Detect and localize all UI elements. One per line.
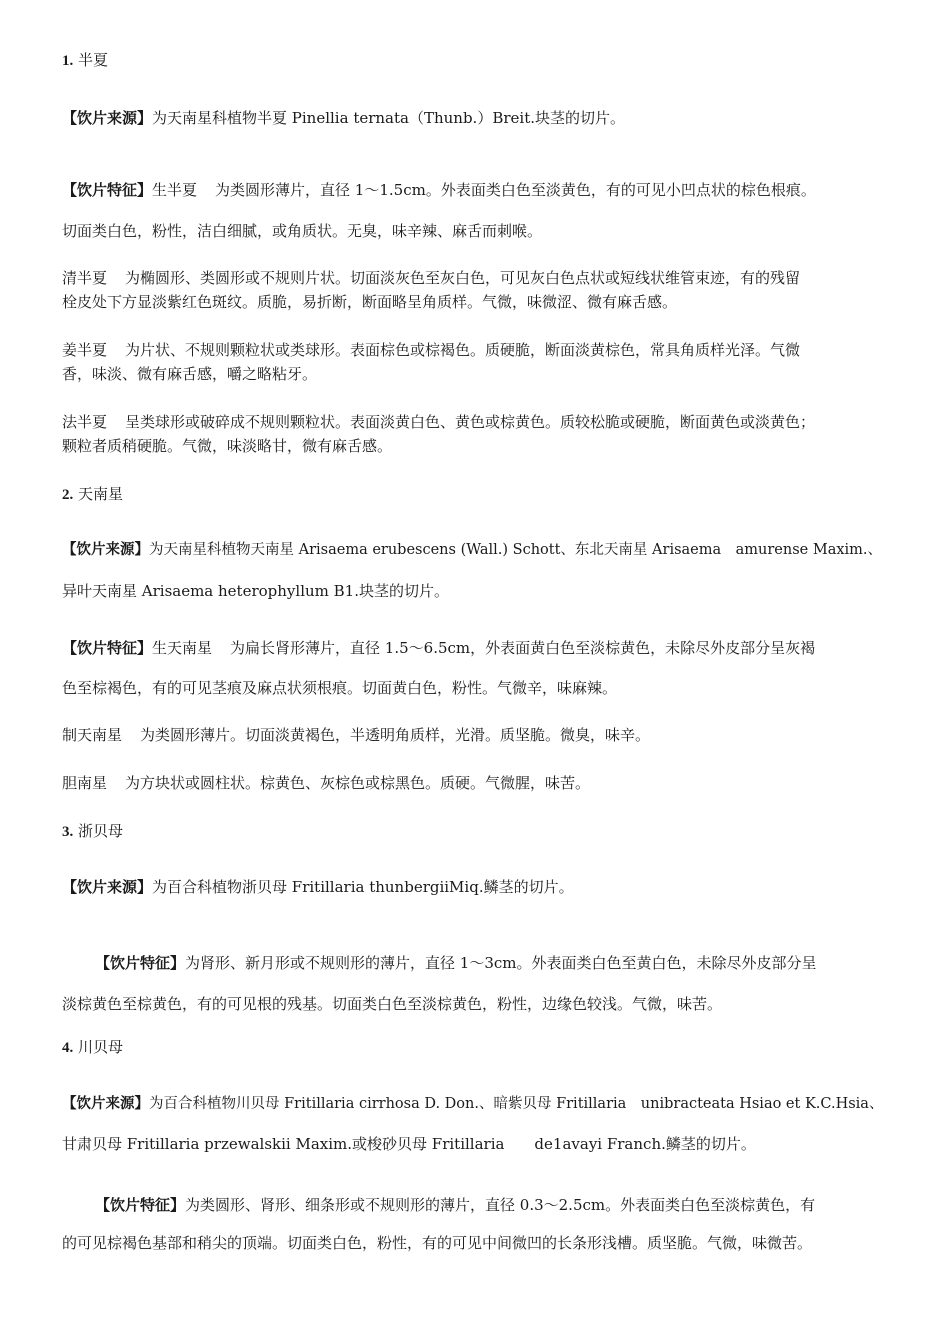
feature-paragraph: 【饮片特征】生天南星 为扁长肾形薄片，直径 1.5～6.5cm，外表面黄白色至淡棕黄色，未除尽外皮部分呈灰褐	[62, 639, 816, 657]
feature-paragraph-cont: 切面类白色，粉性，洁白细腻，或角质状。无臭，味辛辣、麻舌而刺喉。	[62, 222, 543, 240]
source-paragraph: 【饮片来源】为百合科植物浙贝母 Fritillaria thunbergiiMiq.鳞茎的切片。	[62, 878, 574, 896]
section-heading: 4. 川贝母	[62, 1038, 124, 1056]
feature-paragraph-cont: 的可见棕褐色基部和稍尖的顶端。切面类白色，粉性，有的可见中间微凹的长条形浅槽。质坚脆。气微，味微苦。	[62, 1234, 813, 1252]
feature-paragraph-cont: 色至棕褐色，有的可见茎痕及麻点状须根痕。切面黄白色，粉性。气微辛，味麻辣。	[62, 679, 618, 697]
section-heading: 1. 半夏	[62, 51, 109, 69]
variant-paragraph: 法半夏 呈类球形或破碎成不规则颗粒状。表面淡黄白色、黄色或棕黄色。质较松脆或硬脆，断面黄色或淡黄色；	[62, 413, 816, 431]
variant-paragraph: 清半夏 为椭圆形、类圆形或不规则片状。切面淡灰色至灰白色，可见灰白色点状或短线状维管束迹，有的残留	[62, 269, 801, 287]
variant-paragraph-cont: 香，味淡、微有麻舌感，嚼之略粘牙。	[62, 365, 318, 383]
section-heading: 3. 浙贝母	[62, 822, 124, 840]
variant-paragraph: 胆南星 为方块状或圆柱状。棕黄色、灰棕色或棕黑色。质硬。气微腥，味苦。	[62, 774, 591, 792]
source-paragraph-cont: 甘肃贝母 Fritillaria przewalskii Maxim.或梭砂贝母 Fritillaria de1avayi Franch.鳞茎的切片。	[62, 1135, 756, 1153]
variant-paragraph-cont: 颗粒者质稍硬脆。气微，味淡略甘，微有麻舌感。	[62, 437, 393, 455]
variant-paragraph: 姜半夏 为片状、不规则颗粒状或类球形。表面棕色或棕褐色。质硬脆，断面淡黄棕色，常具角质样光泽。气微	[62, 341, 801, 359]
source-paragraph: 【饮片来源】为百合科植物川贝母 Fritillaria cirrhosa D. Don.、暗紫贝母 Fritillaria unibracteata Hsiao et K.C.Hsia、	[62, 1096, 884, 1112]
variant-paragraph: 制天南星 为类圆形薄片。切面淡黄褐色，半透明角质样，光滑。质坚脆。微臭，味辛。	[62, 726, 651, 744]
source-paragraph-cont: 异叶天南星 Arisaema heterophyllum B1.块茎的切片。	[62, 582, 449, 600]
feature-paragraph: 【饮片特征】为类圆形、肾形、细条形或不规则形的薄片，直径 0.3～2.5cm。外表面类白色至淡棕黄色，有	[95, 1196, 816, 1214]
feature-paragraph: 【饮片特征】生半夏 为类圆形薄片，直径 1～1.5cm。外表面类白色至淡黄色，有的可见小凹点状的棕色根痕。	[62, 181, 816, 199]
feature-paragraph: 【饮片特征】为肾形、新月形或不规则形的薄片，直径 1～3cm。外表面类白色至黄白色，未除尽外皮部分呈	[95, 954, 817, 972]
section-heading: 2. 天南星	[62, 485, 124, 503]
variant-paragraph-cont: 栓皮处下方显淡紫红色斑纹。质脆，易折断，断面略呈角质样。气微，味微涩、微有麻舌感。	[62, 293, 678, 311]
feature-paragraph-cont: 淡棕黄色至棕黄色，有的可见根的残基。切面类白色至淡棕黄色，粉性，边缘色较浅。气微，味苦。	[62, 995, 723, 1013]
source-paragraph: 【饮片来源】为天南星科植物半夏 Pinellia ternata（Thunb.）Breit.块茎的切片。	[62, 109, 625, 127]
source-paragraph: 【饮片来源】为天南星科植物天南星 Arisaema erubescens (Wall.) Schott、东北天南星 Arisaema amurense Maxim.、	[62, 542, 883, 558]
